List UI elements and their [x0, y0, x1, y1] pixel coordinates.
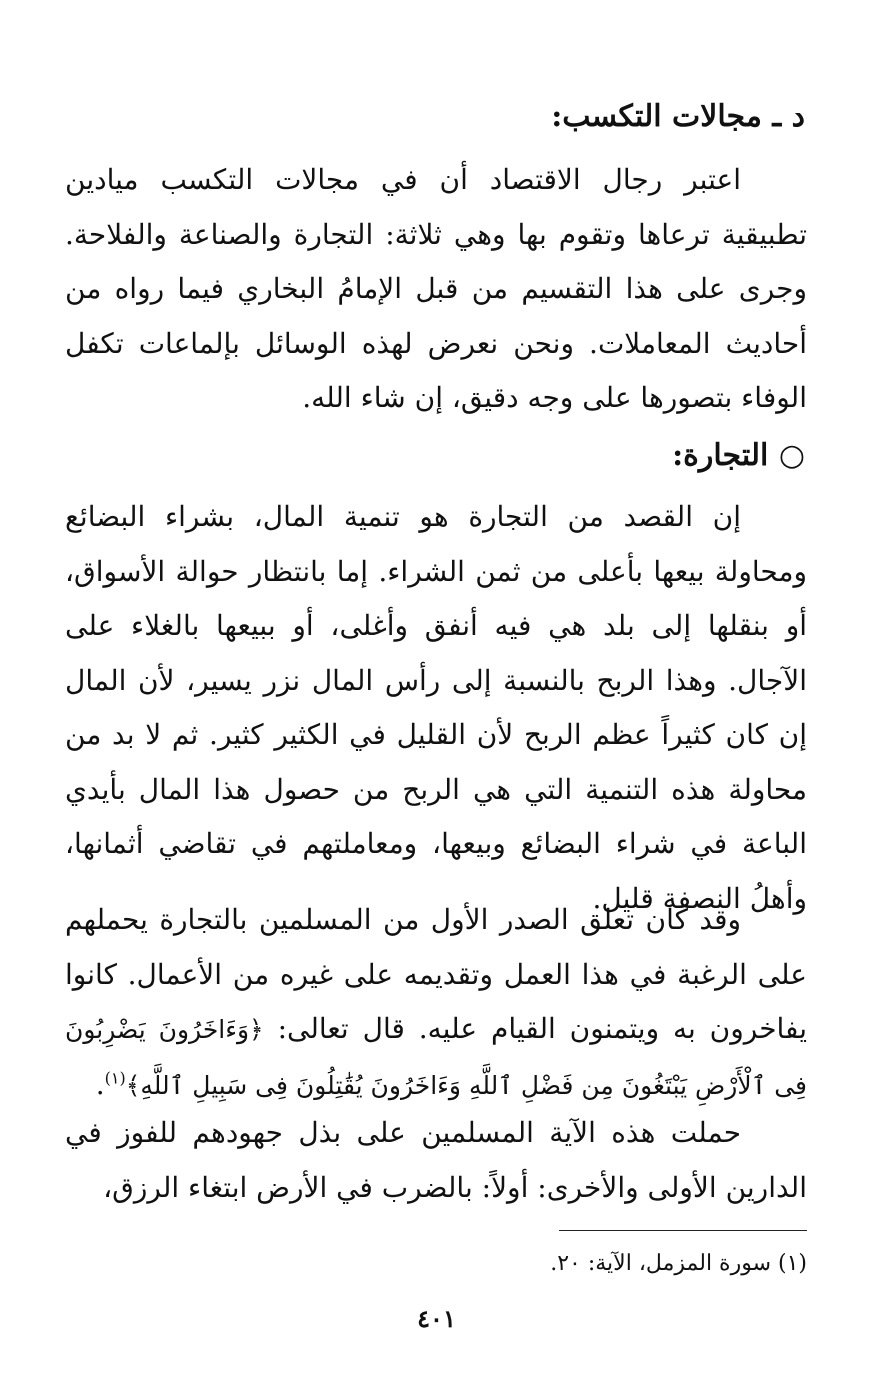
footnote-reference[interactable]: (١) — [104, 1068, 126, 1088]
paragraph-text: وقد كان تعلق الصدر الأول من المسلمين بالتجارة يحملهم على الرغبة في هذا العمل وتقديمه على غيره من الأعمال. كانوا يفاخرون به ويتمنون القيام عليه. قال تعالى: — [65, 903, 807, 1045]
footnote-divider — [559, 1230, 807, 1231]
section-heading-trade: ○ التجارة: — [672, 438, 805, 473]
paragraph-trade-purpose: إن القصد من التجارة هو تنمية المال، بشراء البضائع ومحاولة بيعها بأعلى من ثمن الشراء. إما بانتظار حوالة الأسواق، أو بنقلها إلى بلد هي فيه أنفق وأغلى، أو ببيعها بالغلاء على الآجال. وهذا الربح بالنسبة إلى رأس المال نزر يسير، لأن المال إن كان كثيراً عظم الربح لأن القليل في الكثير كثير. ثم لا بد من محاولة هذه التنمية التي هي الربح من حصول هذا المال بأيدي الباعة في شراء البضائع وبيعها، ومعاملتهم في تقاضي أثمانها، وأهلُ النصفة قليل. — [65, 500, 808, 915]
paragraph-earning-fields: اعتبر رجال الاقتصاد أن في مجالات التكسب ميادين تطبيقية ترعاها وتقوم بها وهي ثلاثة: التجارة والصناعة والفلاحة. وجرى على هذا التقسيم من قبل الإمامُ البخاري فيما رواه من أحاديث المعاملات. ونحن نعرض لهذه الوسائل بإلماعات تكفل الوفاء بتصورها على وجه دقيق، إن شاء الله. — [65, 163, 807, 414]
paragraph-verse-effect: حملت هذه الآية المسلمين على بذل جهودهم للفوز في الدارين الأولى والأخرى: أولاً: بالضرب في الأرض ابتغاء الرزق، — [65, 1116, 807, 1204]
paragraph-end: . — [95, 1067, 105, 1101]
quran-verse: ﴿وَءَاخَرُونَ يَضْرِبُونَ فِى ٱلْأَرْضِ يَبْتَغُونَ مِن فَضْلِ ٱللَّهِ وَءَاخَرُونَ يُقَٰتِلُونَ فِى سَبِيلِ ٱللَّهِ﴾ — [65, 1015, 807, 1100]
paragraph-early-muslims-trade — [65, 893, 807, 1113]
footnote-text: (١) سورة المزمل، الآية: ٢٠. — [550, 1251, 807, 1276]
section-heading-earning-fields: د ـ مجالات التكسب: — [551, 99, 805, 134]
page-number: ٤٠١ — [417, 1304, 456, 1333]
